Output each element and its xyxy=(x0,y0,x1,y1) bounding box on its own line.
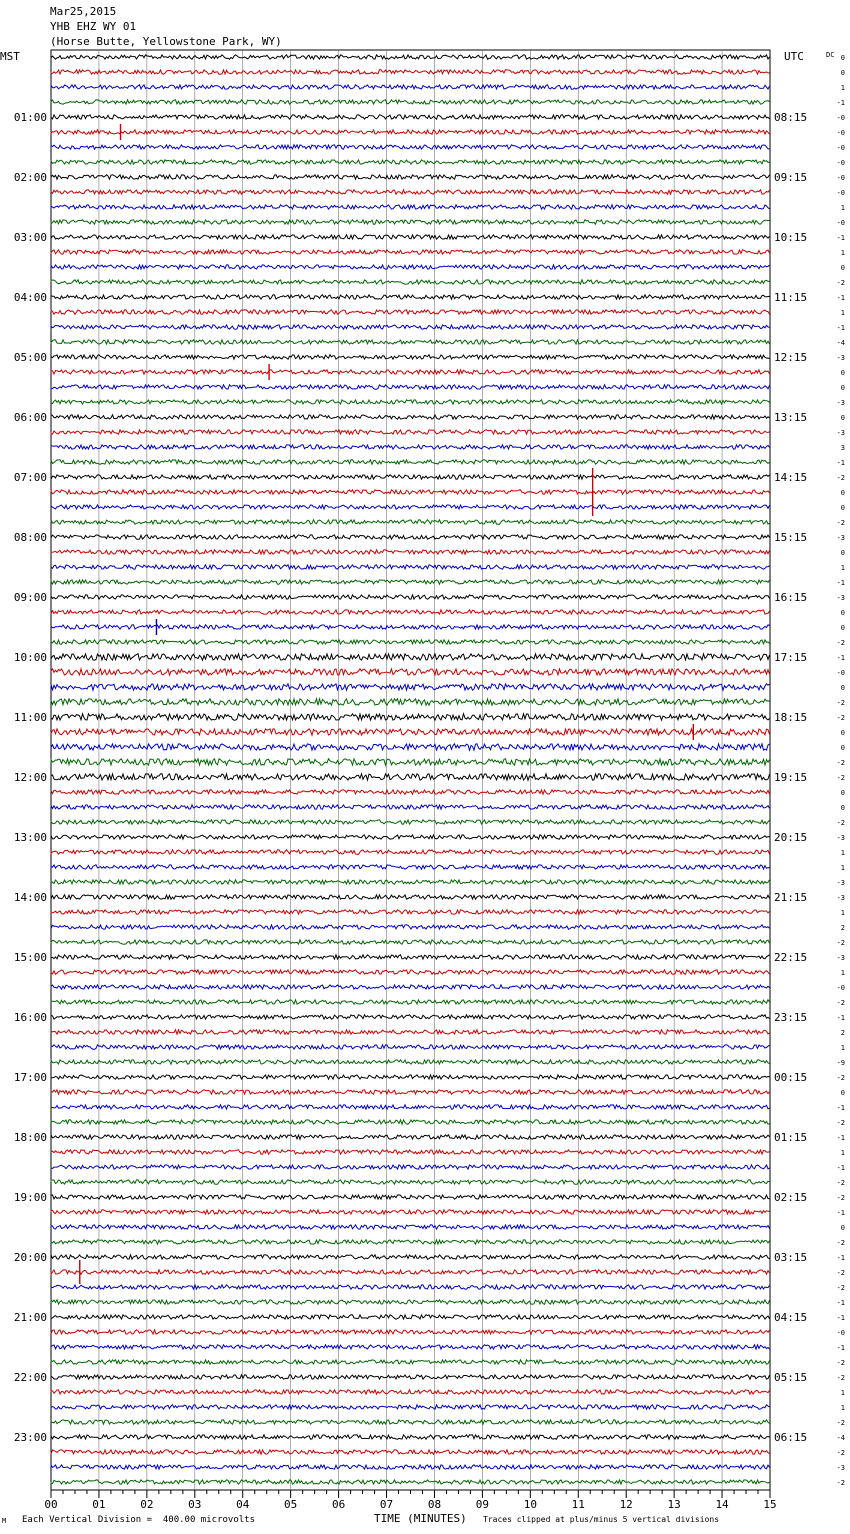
dc-offset-label: 2 xyxy=(840,1029,845,1037)
dc-offset-label: 0 xyxy=(840,684,845,692)
dc-offset-label: -1 xyxy=(836,1134,845,1142)
seismic-trace xyxy=(51,1090,770,1094)
seismic-trace xyxy=(51,640,770,644)
x-tick-label: 06 xyxy=(331,1498,346,1511)
seismic-trace xyxy=(51,490,770,494)
dc-offset-label: -2 xyxy=(836,519,845,527)
x-tick-label: 11 xyxy=(571,1498,585,1511)
dc-offset-label: -2 xyxy=(836,999,845,1007)
x-tick-label: 09 xyxy=(475,1498,490,1511)
hour-label-left: 15:00 xyxy=(13,951,47,964)
dc-offset-label: -3 xyxy=(836,954,845,962)
dc-offset-label: 1 xyxy=(840,1044,845,1052)
hour-label-right: 10:15 xyxy=(774,231,808,244)
seismic-trace xyxy=(51,820,770,824)
x-tick-label: 00 xyxy=(44,1498,58,1511)
dc-offset-label: -0 xyxy=(836,144,845,152)
dc-offset-label: -3 xyxy=(836,834,845,842)
hour-label-left: 20:00 xyxy=(13,1251,47,1264)
seismic-trace xyxy=(51,940,770,944)
seismic-trace xyxy=(51,835,770,839)
seismic-trace xyxy=(51,145,770,149)
dc-offset-label: -2 xyxy=(836,1239,845,1247)
hour-label-left: 01:00 xyxy=(13,111,47,124)
dc-offset-label: 0 xyxy=(840,384,845,392)
seismic-trace xyxy=(51,1420,770,1424)
seismic-trace xyxy=(51,1360,770,1364)
dc-offset-label: -3 xyxy=(836,594,845,602)
dc-offset-label: -2 xyxy=(836,1179,845,1187)
seismic-trace xyxy=(51,1150,770,1154)
dc-offset-label: 0 xyxy=(840,489,845,497)
hour-label-right: 13:15 xyxy=(774,411,808,424)
hour-label-left: 21:00 xyxy=(13,1311,47,1324)
dc-offset-label: -0 xyxy=(836,984,845,992)
dc-offset-label: -0 xyxy=(836,669,845,677)
dc-offset-label: 3 xyxy=(840,444,845,452)
x-axis-label: TIME (MINUTES) xyxy=(374,1512,467,1525)
seismic-trace xyxy=(51,625,770,629)
dc-offset-label: 2 xyxy=(840,924,845,932)
dc-offset-label: 1 xyxy=(840,1404,845,1412)
seismic-trace xyxy=(51,535,770,539)
dc-offset-label: -4 xyxy=(836,1434,845,1442)
seismic-trace xyxy=(51,880,770,884)
dc-offset-label: -9 xyxy=(836,1059,845,1067)
seismic-trace xyxy=(51,445,770,449)
hour-label-left: 08:00 xyxy=(13,531,47,544)
seismic-trace xyxy=(51,505,770,509)
dc-offset-label: -2 xyxy=(836,474,845,482)
hour-label-right: 23:15 xyxy=(774,1011,808,1024)
right-timezone-label: UTC xyxy=(784,50,804,63)
dc-offset-label: 1 xyxy=(840,864,845,872)
seismic-trace xyxy=(51,729,770,735)
x-tick-label: 02 xyxy=(140,1498,154,1511)
seismic-trace xyxy=(51,370,770,374)
hour-label-right: 03:15 xyxy=(774,1251,808,1264)
x-tick-label: 05 xyxy=(284,1498,298,1511)
dc-offset-label: 1 xyxy=(840,849,845,857)
x-tick-label: 07 xyxy=(379,1498,394,1511)
hour-label-left: 05:00 xyxy=(13,351,47,364)
dc-offset-label: -2 xyxy=(836,1269,845,1277)
hour-label-left: 03:00 xyxy=(13,231,47,244)
dc-column-label: DC xyxy=(826,51,835,59)
dc-offset-label: -1 xyxy=(836,1209,845,1217)
seismic-trace xyxy=(51,1435,770,1439)
seismic-trace xyxy=(51,1135,770,1139)
hour-label-right: 06:15 xyxy=(774,1431,808,1444)
hour-label-left: 13:00 xyxy=(13,831,47,844)
dc-offset-label: -3 xyxy=(836,429,845,437)
seismic-trace xyxy=(51,100,770,104)
x-tick-label: 14 xyxy=(715,1498,729,1511)
dc-offset-label: 1 xyxy=(840,969,845,977)
seismic-trace xyxy=(51,714,770,720)
hour-label-right: 02:15 xyxy=(774,1191,808,1204)
seismic-trace xyxy=(51,895,770,899)
dc-offset-label: 1 xyxy=(840,1149,845,1157)
dc-offset-label: -0 xyxy=(836,189,845,197)
x-tick-label: 13 xyxy=(667,1498,681,1511)
dc-offset-label: -1 xyxy=(836,99,845,107)
seismic-trace xyxy=(51,910,770,914)
dc-offset-label: -2 xyxy=(836,1419,845,1427)
seismic-trace xyxy=(51,355,770,359)
dc-offset-label: -2 xyxy=(836,1479,845,1487)
dc-offset-label: -2 xyxy=(836,774,845,782)
seismic-trace xyxy=(51,1240,770,1244)
hour-label-right: 22:15 xyxy=(774,951,808,964)
hour-label-right: 11:15 xyxy=(774,291,808,304)
dc-offset-label: -0 xyxy=(836,1329,845,1337)
dc-offset-label: 0 xyxy=(840,609,845,617)
dc-offset-label: -1 xyxy=(836,1299,845,1307)
seismic-trace xyxy=(51,1345,770,1349)
dc-offset-label: 0 xyxy=(840,54,845,62)
hour-label-left: 02:00 xyxy=(13,171,47,184)
dc-offset-label: 1 xyxy=(840,564,845,572)
corner-mark: M xyxy=(2,1517,7,1525)
dc-offset-label: 1 xyxy=(840,84,845,92)
dc-offset-label: -0 xyxy=(836,174,845,182)
dc-offset-label: 0 xyxy=(840,729,845,737)
hour-label-right: 05:15 xyxy=(774,1371,808,1384)
clip-note: Traces clipped at plus/minus 5 vertical divisions xyxy=(483,1515,720,1524)
dc-offset-label: 1 xyxy=(840,309,845,317)
hour-label-left: 14:00 xyxy=(13,891,47,904)
seismic-trace xyxy=(51,1315,770,1319)
dc-offset-label: -2 xyxy=(836,1119,845,1127)
dc-offset-label: -2 xyxy=(836,819,845,827)
seismic-trace xyxy=(51,580,770,584)
seismic-trace xyxy=(51,790,770,794)
seismic-trace xyxy=(51,1330,770,1334)
seismic-trace xyxy=(51,805,770,809)
dc-offset-label: -1 xyxy=(836,294,845,302)
hour-label-right: 21:15 xyxy=(774,891,808,904)
hour-label-left: 17:00 xyxy=(13,1071,47,1084)
dc-offset-label: -2 xyxy=(836,1449,845,1457)
dc-offset-label: -3 xyxy=(836,354,845,362)
hour-label-right: 16:15 xyxy=(774,591,808,604)
seismic-trace xyxy=(51,295,770,299)
scale-note: Each Vertical Division = 400.00 microvolts xyxy=(22,1515,255,1525)
dc-offset-label: -1 xyxy=(836,1254,845,1262)
dc-offset-label: 0 xyxy=(840,624,845,632)
dc-offset-label: 0 xyxy=(840,1224,845,1232)
seismic-trace xyxy=(51,1300,770,1304)
seismic-trace xyxy=(51,265,770,269)
seismic-trace xyxy=(51,654,770,660)
x-tick-label: 15 xyxy=(763,1498,777,1511)
dc-offset-label: -1 xyxy=(836,459,845,467)
dc-offset-label: -1 xyxy=(836,324,845,332)
seismic-trace xyxy=(51,220,770,224)
dc-offset-label: 0 xyxy=(840,69,845,77)
seismic-trace xyxy=(51,310,770,314)
hour-label-left: 23:00 xyxy=(13,1431,47,1444)
dc-offset-label: -1 xyxy=(836,579,845,587)
dc-offset-label: 0 xyxy=(840,264,845,272)
dc-offset-label: -0 xyxy=(836,129,845,137)
dc-offset-label: -2 xyxy=(836,1284,845,1292)
x-tick-label: 12 xyxy=(619,1498,633,1511)
seismic-trace xyxy=(51,475,770,479)
hour-label-right: 12:15 xyxy=(774,351,808,364)
seismic-trace xyxy=(51,460,770,464)
seismic-trace xyxy=(51,280,770,284)
dc-offset-label: -1 xyxy=(836,1014,845,1022)
dc-offset-label: -2 xyxy=(836,699,845,707)
seismic-trace xyxy=(51,85,770,89)
hour-label-right: 15:15 xyxy=(774,531,808,544)
dc-offset-label: -3 xyxy=(836,879,845,887)
seismic-trace xyxy=(51,1180,770,1184)
hour-label-left: 19:00 xyxy=(13,1191,47,1204)
hour-label-right: 09:15 xyxy=(774,171,808,184)
seismic-trace xyxy=(51,699,770,705)
seismic-trace xyxy=(51,1000,770,1004)
x-tick-label: 04 xyxy=(236,1498,250,1511)
seismic-trace xyxy=(51,865,770,869)
dc-offset-label: 0 xyxy=(840,504,845,512)
x-tick-label: 01 xyxy=(92,1498,106,1511)
seismic-trace xyxy=(51,1045,770,1049)
seismic-trace xyxy=(51,1285,770,1289)
hour-label-right: 18:15 xyxy=(774,711,808,724)
hour-label-left: 04:00 xyxy=(13,291,47,304)
hour-label-right: 08:15 xyxy=(774,111,808,124)
seismic-trace xyxy=(51,1390,770,1394)
hour-label-left: 07:00 xyxy=(13,471,47,484)
dc-offset-label: 1 xyxy=(840,204,845,212)
hour-label-left: 16:00 xyxy=(13,1011,47,1024)
seismic-trace xyxy=(51,759,770,765)
dc-offset-label: 1 xyxy=(840,1389,845,1397)
hour-label-left: 22:00 xyxy=(13,1371,47,1384)
dc-offset-label: -1 xyxy=(836,654,845,662)
seismic-trace xyxy=(51,415,770,419)
hour-label-left: 10:00 xyxy=(13,651,47,664)
hour-label-left: 11:00 xyxy=(13,711,47,724)
x-tick-label: 08 xyxy=(427,1498,442,1511)
seismic-trace xyxy=(51,955,770,959)
seismic-trace xyxy=(51,595,770,599)
seismic-trace xyxy=(51,1210,770,1214)
dc-offset-label: -1 xyxy=(836,1104,845,1112)
dc-offset-label: -2 xyxy=(836,279,845,287)
dc-offset-label: -3 xyxy=(836,1464,845,1472)
seismic-trace xyxy=(51,970,770,974)
seismic-trace xyxy=(51,1105,770,1109)
dc-offset-label: 1 xyxy=(840,249,845,257)
dc-offset-label: 0 xyxy=(840,414,845,422)
dc-offset-label: -4 xyxy=(836,339,845,347)
seismic-trace xyxy=(51,160,770,164)
seismic-trace xyxy=(51,744,770,750)
seismic-trace xyxy=(51,1075,770,1079)
dc-offset-label: -3 xyxy=(836,399,845,407)
seismic-trace xyxy=(51,190,770,194)
seismic-trace xyxy=(51,1465,770,1469)
left-timezone-label: MST xyxy=(0,50,20,63)
hour-label-left: 06:00 xyxy=(13,411,47,424)
seismic-trace xyxy=(51,925,770,929)
dc-offset-label: 0 xyxy=(840,369,845,377)
seismic-trace xyxy=(51,205,770,209)
seismic-trace xyxy=(51,235,770,239)
dc-offset-label: 1 xyxy=(840,909,845,917)
seismic-trace xyxy=(51,669,770,675)
seismic-trace xyxy=(51,340,770,344)
seismic-trace xyxy=(51,1015,770,1019)
seismic-trace xyxy=(51,400,770,404)
dc-offset-label: -2 xyxy=(836,639,845,647)
dc-offset-label: 0 xyxy=(840,1089,845,1097)
hour-label-right: 01:15 xyxy=(774,1131,808,1144)
seismic-trace xyxy=(51,1225,770,1229)
seismic-trace xyxy=(51,1255,770,1259)
seismic-trace xyxy=(51,1450,770,1454)
seismic-trace xyxy=(51,1405,770,1409)
hour-label-right: 14:15 xyxy=(774,471,808,484)
seismic-trace xyxy=(51,1270,770,1274)
seismic-trace xyxy=(51,115,770,119)
hour-label-left: 18:00 xyxy=(13,1131,47,1144)
hour-label-right: 00:15 xyxy=(774,1071,808,1084)
hour-label-left: 12:00 xyxy=(13,771,47,784)
seismic-trace xyxy=(51,175,770,179)
seismic-trace xyxy=(51,325,770,329)
dc-offset-label: -2 xyxy=(836,759,845,767)
seismic-trace xyxy=(51,70,770,74)
seismic-trace xyxy=(51,684,770,690)
seismic-trace xyxy=(51,1030,770,1034)
dc-offset-label: -1 xyxy=(836,1344,845,1352)
hour-label-right: 19:15 xyxy=(774,771,808,784)
seismic-trace xyxy=(51,430,770,434)
seismic-trace xyxy=(51,385,770,389)
seismic-trace xyxy=(51,610,770,614)
dc-offset-label: 0 xyxy=(840,744,845,752)
dc-offset-label: -2 xyxy=(836,1194,845,1202)
seismic-trace xyxy=(51,550,770,554)
dc-offset-label: 0 xyxy=(840,804,845,812)
seismic-trace xyxy=(51,1375,770,1379)
seismic-trace xyxy=(51,520,770,524)
x-tick-label: 03 xyxy=(188,1498,202,1511)
seismic-trace xyxy=(51,55,770,59)
seismic-trace xyxy=(51,1165,770,1169)
x-tick-label: 10 xyxy=(523,1498,537,1511)
dc-offset-label: -2 xyxy=(836,714,845,722)
hour-label-right: 17:15 xyxy=(774,651,808,664)
dc-offset-label: -2 xyxy=(836,1074,845,1082)
dc-offset-label: -2 xyxy=(836,1374,845,1382)
seismic-trace xyxy=(51,1195,770,1199)
dc-offset-label: -1 xyxy=(836,234,845,242)
dc-offset-label: 0 xyxy=(840,549,845,557)
station-location: (Horse Butte, Yellowstone Park, WY) xyxy=(50,35,282,48)
dc-offset-label: -2 xyxy=(836,939,845,947)
seismic-trace xyxy=(51,774,770,780)
seismic-trace xyxy=(51,1480,770,1484)
dc-offset-label: -0 xyxy=(836,159,845,167)
dc-offset-label: -0 xyxy=(836,114,845,122)
dc-offset-label: -3 xyxy=(836,534,845,542)
seismic-trace xyxy=(51,1060,770,1064)
plot-date: Mar25,2015 xyxy=(50,5,117,18)
hour-label-left: 09:00 xyxy=(13,591,47,604)
dc-offset-label: 0 xyxy=(840,789,845,797)
seismic-trace xyxy=(51,1120,770,1124)
station-code: YHB EHZ WY 01 xyxy=(50,20,137,33)
dc-offset-label: -1 xyxy=(836,1164,845,1172)
dc-offset-label: -1 xyxy=(836,1314,845,1322)
seismic-trace xyxy=(51,250,770,254)
dc-offset-label: -0 xyxy=(836,219,845,227)
seismic-trace xyxy=(51,985,770,989)
hour-label-right: 04:15 xyxy=(774,1311,808,1324)
seismic-trace xyxy=(51,130,770,134)
hour-label-right: 20:15 xyxy=(774,831,808,844)
seismic-trace xyxy=(51,850,770,854)
dc-offset-label: -3 xyxy=(836,894,845,902)
dc-offset-label: -2 xyxy=(836,1359,845,1367)
seismic-trace xyxy=(51,565,770,569)
